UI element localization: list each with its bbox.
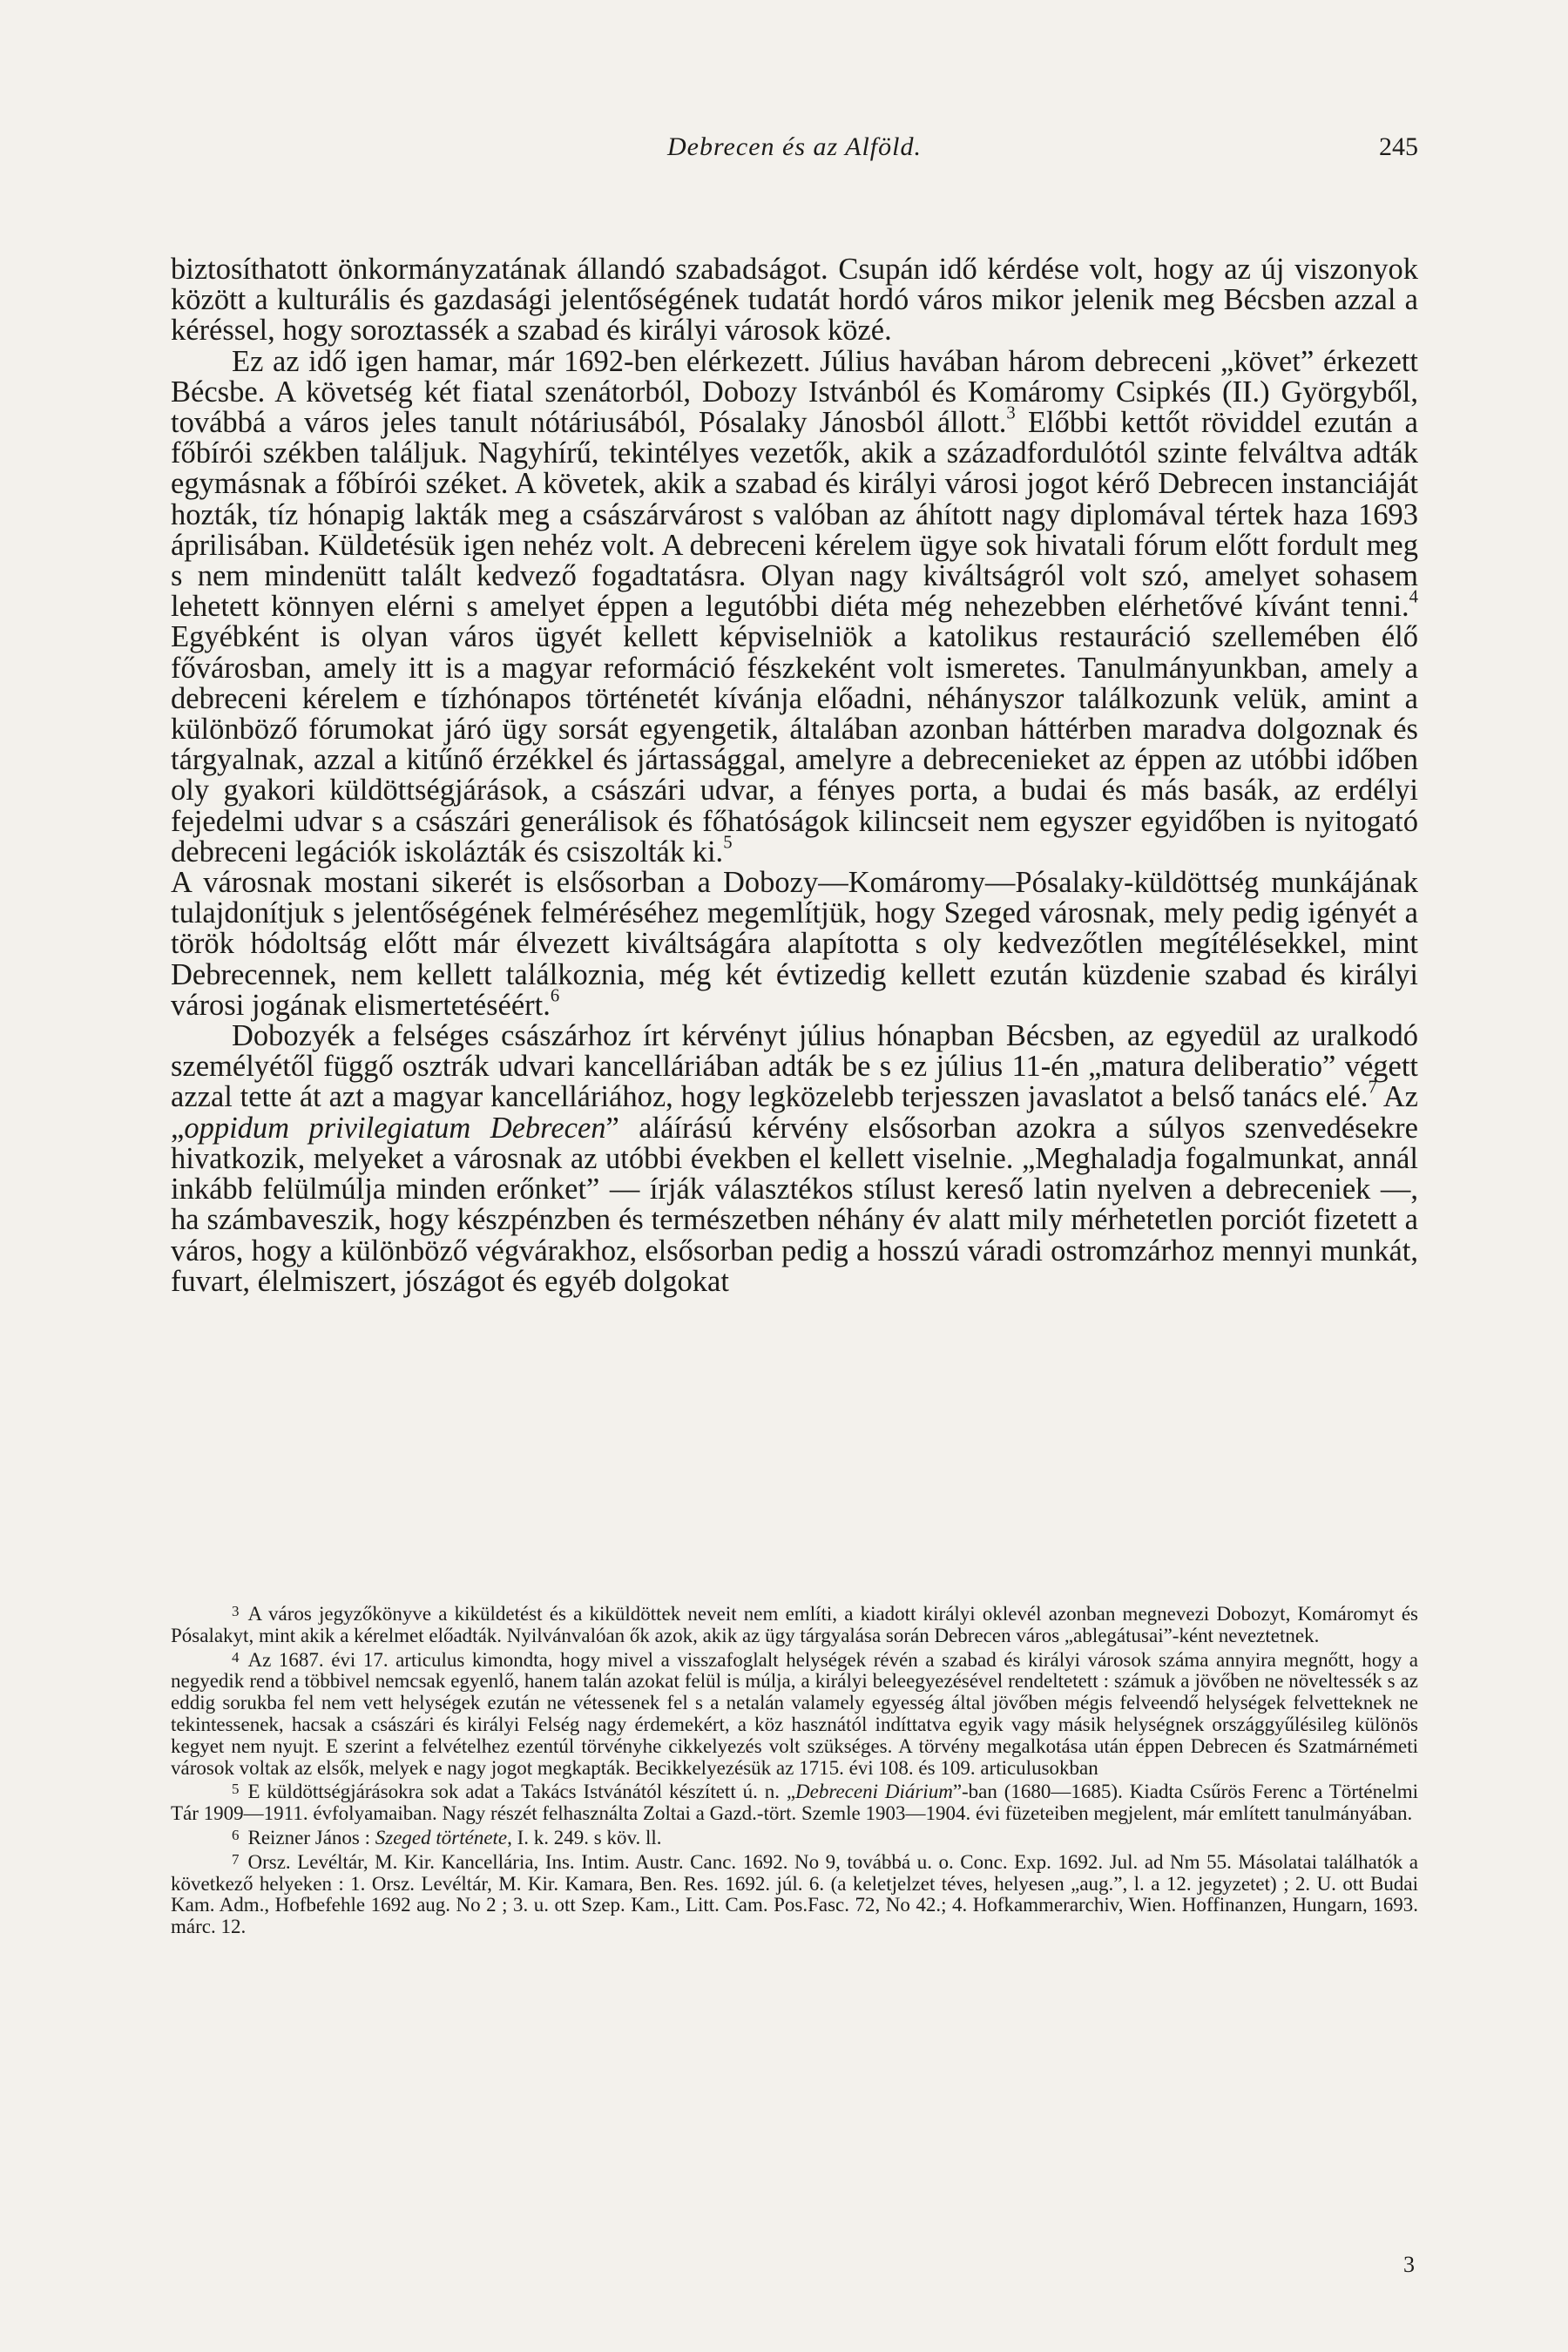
main-text xyxy=(171,254,1418,1297)
footnote-6-title: Szeged története xyxy=(375,1826,508,1848)
footnotes xyxy=(171,1601,1418,1938)
footnote-6-text-a: Reizner János : xyxy=(247,1826,375,1848)
paragraph-1: biztosíthatott önkormányzatának állandó szabadságot. Csupán idő kérdése volt, hogy az új viszonyok között a kulturális és gazdasági jelentőségének tudatát hordó város mikor jelenik meg Bécsben azzal a kéréssel, hogy soroztassék a szabad és királyi városok közé. xyxy=(171,253,1418,348)
footnote-5-text-b: ”-ban (1680—1685). Kiadta Csűrös Ferenc a Történelmi Tár 1909—1911. évfolyamaiban. Nagy részét felhasználta Zoltai a Gazd.-tört. Szemle 1903—1904. évi füzeteiben megjelent, már említett tanulmányában. xyxy=(171,1781,1418,1825)
footnote-6-number: 6 xyxy=(232,1826,240,1843)
footnote-4-text: Az 1687. évi 17. articulus kimondta, hogy mivel a visszafoglalt helységek révén a szabad és királyi városok száma annyira megnőtt, hogy a negyedik rend a többivel nemcsak egyenlő, hanem talán azokat felül is múlja, a királyi beleegyezésével rendeltetett : számuk a jövőben ne növeltessék s az eddig sorukba fel nem vett helységek ezután ne vétessenek fel s a netalán valamely egyesség által jövőben mégis felveendő helységek felvetteknek ne tekintessenek, hacsak a császári és királyi Felség nagy érdemekért, a köz hasznától indíttatva egyik vagy másik helységnek országgyűlésileg különös kegyet nem nyujt. E szerint a felvételhez ezentúl törvényhe cikkelyezés volt szükséges. A törvény megalkotása után éppen Debrecen és Szatmárnémeti városok voltak az elsők, melyek e nagy jogot megkapták. Becikkelyezésük az 1715. évi 108. és 109. articulusokban xyxy=(171,1648,1418,1779)
paragraph-4-cont xyxy=(171,1080,1418,1297)
footnote-7-number: 7 xyxy=(232,1850,240,1868)
paragraph-3-text: A városnak mostani sikerét is elsősorban a Dobozy—Komáromy—Pósalaky-küldöttség munkájának tulajdonítjuk s jelentőségének felméréséhez megemlítjük, hogy Szeged városnak, mely pedig igényét a török hódoltság előtt már élvezett kiváltságára alapította s oly kedvezőtlen megítélésekkel, mint Debrecennek, nem kellett találkoznia, még két évtizedig kellett ezután küzdenie szabad és királyi városi jogának elismertetéséért. xyxy=(171,866,1418,1022)
paragraph-3 xyxy=(171,868,1418,1021)
footnote-6 xyxy=(171,1825,1418,1849)
footnote-3-number: 3 xyxy=(232,1603,240,1619)
page-header xyxy=(171,132,1418,167)
footnote-6-text-b: , I. k. 249. s köv. ll. xyxy=(507,1826,662,1848)
paragraph-2-cont-a: Előbbi kettőt röviddel ezután a főbírói székben találjuk. Nagyhírű, tekintélyes vezetők, akik a századfordulótól szinte felváltva adták egymásnak a főbírói széket. A követek, akik a szabad és királyi városi jogot kérő Debrecen instanciáját hozták, tíz hónapig lakták meg a császárvárost s valóban az áhított nagy diplomával tértek haza 1693 áprilisában. Küldetésük igen nehéz volt. A debreceni kérelem ügye sok hivatali fórum előtt fordult meg s nem mindenütt talált kedvező fogadtatásra. Olyan nagy kiváltságról volt szó, amelyet sohasem lehetett könnyen elérni s amelyet éppen a legutóbbi diéta még nehezebben elérhetővé kívánt tenni. xyxy=(171,406,1418,624)
note-ref-7: 7 xyxy=(1368,1078,1377,1098)
paragraph-4-italic-phrase: oppidum privilegiatum Debrecen xyxy=(184,1111,606,1145)
paragraph-4-cont-before: Az „ xyxy=(171,1080,1418,1145)
note-ref-5: 5 xyxy=(723,833,733,853)
note-ref-4: 4 xyxy=(1409,587,1418,607)
footnote-3-text: A város jegyzőkönyve a kiküldetést és a kiküldöttek neveit nem említi, a kiadott királyi oklevél azonban megnevezi Dobozyt, Komáromyt és Pósalakyt, mint akik a kérelmet előadták. Nyilvánvalóan ők azok, akik az ügy tárgyalása során Debrecen város „ablegátusai”-ként neveztetnek. xyxy=(171,1603,1418,1646)
paragraph-2-text: Ez az idő igen hamar, már 1692-ben elérkezett. Július havában három debreceni „követ” érkezett Bécsbe. A követség két fiatal szenátorból, Dobozy Istvánból és Komáromy Csipkés (II.) Györgyből, továbbá a város jeles tanult nótáriusából, Pósalaky Jánosból állott. xyxy=(171,344,1418,440)
footnote-7-text: Orsz. Levéltár, M. Kir. Kancellária, Ins. Intim. Austr. Canc. 1692. No 9, továbbá u. o. Conc. Exp. 1692. Jul. ad Nm 55. Másolatai találhatók a következő helyeken : 1. Orsz. Levéltár, M. Kir. Kamara, Ben. Res. 1692. júl. 6. (a keletjelzet téves, helyesen „aug.”, l. a 12. jegyzetet) ; 2. U. ott Budai Kam. Adm., Hofbefehle 1692 aug. No 2 ; 3. u. ott Szep. Kam., Litt. Cam. Pos.Fasc. 72, No 42.; 4. Hofkammerarchiv, Wien. Hoffinanzen, Hungarn, 1693. márc. 12. xyxy=(171,1850,1418,1938)
note-ref-6: 6 xyxy=(550,986,560,1006)
footnote-5 xyxy=(171,1779,1418,1825)
footnote-4-number: 4 xyxy=(232,1648,240,1666)
footnote-3 xyxy=(171,1601,1418,1647)
signature-mark: 3 xyxy=(1403,2252,1415,2277)
paragraph-4-text: Dobozyék a felséges császárhoz írt kérvényt július hónapban Bécsben, az egyedül az uralkodó személyétől függő osztrák udvari kancelláriában adták be s ez július 11-én „matura deliberatio” végett azzal tette át azt a magyar kancelláriához, hogy legközelebb terjesszen javaslatot a belső tanács elé. xyxy=(171,1019,1418,1114)
paragraph-2 xyxy=(171,344,1418,868)
footnote-5-number: 5 xyxy=(232,1781,240,1798)
footnote-5-text-a: E küldöttségjárásokra sok adat a Takács Istvánától készített ú. n. „ xyxy=(247,1781,796,1803)
paragraph-2-cont-b: Egyébként is olyan város ügyét kellett képviselniök a katolikus restauráció szellemében élő fővárosban, amely itt is a magyar reformáció fészkeként volt ismeretes. Tanulmányunkban, amely a debreceni kérelem e tízhónapos történetét kívánja előadni, néhányszor találkozunk velük, amint a különböző fórumokat járó ügy sorsát egyengetik, általában azonban háttérben maradva dolgoznak és tárgyalnak, azzal a kitűnő érzékkel és jártassággal, amelyre a debrecenieket az éppen az utóbbi időben oly gyakori küldöttségjárások, a császári udvar, a fényes porta, a budai és más basák, az erdélyi fejedelmi udvar s a császári generálisok és főhatóságok kilincseit nem egyszer egyidőben is nyitogató debreceni legációk iskolázták és csiszolták ki. xyxy=(171,620,1418,868)
footnote-5-title: Debreceni Diárium xyxy=(795,1781,953,1803)
paragraph-4 xyxy=(171,1021,1418,1297)
footnote-4 xyxy=(171,1647,1418,1780)
paragraph-4-cont-after: ” aláírású kérvény elsősorban azokra a súlyos szenvedésekre hivatkozik, melyeket a városnak az utóbbi években el kellett viselnie. „Meghaladja fogalmunkat, annál inkább felülmúlja minden erőnket” — írják választékos stílust kereső latin nyelven a debreceniek —, ha számbaveszik, hogy készpénzben és természetben néhány év alatt mily mérhetetlen porciót fizetett a város, hogy a különböző végvárakhoz, elsősorban pedig a hosszú váradi ostromzárhoz mennyi munkát, fuvart, élelmiszert, jószágot és egyéb dolgokat xyxy=(171,1111,1418,1298)
page-number: 245 xyxy=(1379,132,1418,161)
note-ref-3: 3 xyxy=(1006,403,1016,423)
running-title: Debrecen és az Alföld. xyxy=(667,132,922,161)
footnote-7 xyxy=(171,1849,1418,1938)
